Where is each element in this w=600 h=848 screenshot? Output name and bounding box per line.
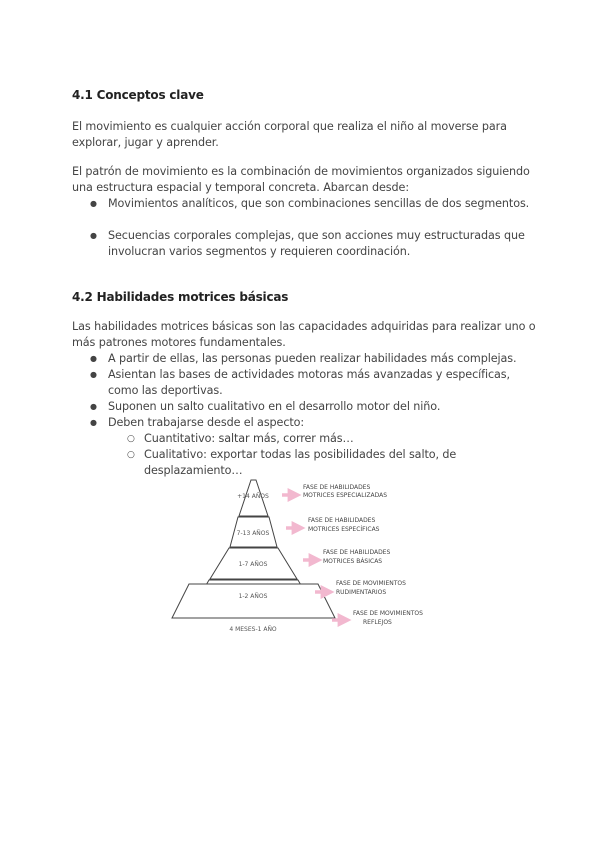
phase-label-1a: FASE DE HABILIDADES [303,484,371,491]
phase-label-3a: FASE DE HABILIDADES [323,549,391,556]
phase-label-5a: FASE DE MOVIMIENTOS [353,610,423,617]
bullet-aspect: ● Deben trabajarse desde el aspecto: [108,415,538,431]
subbullet-qualitative: ○ Cualitativo: exportar todas las posibilidades del salto, de desplazamiento… [144,447,544,479]
level-label-2: 7-13 AÑOS [236,530,270,537]
bullet-bases: ● Asientan las bases de actividades motoras más avanzadas y específicas, como las deportivas. [108,367,538,399]
pyramid-level-5 [172,584,335,618]
paragraph-pattern: El patrón de movimiento es la combinación de movimientos organizados siguiendo una estructura espacial y temporal concreta. Abarcan desde: [72,165,530,194]
phase-label-5b: REFLEJOS [363,619,392,626]
bullet-complex: ● A partir de ellas, las personas pueden realizar habilidades más complejas. [108,351,538,367]
paragraph-movement: El movimiento es cualquier acción corporal que realiza el niño al moverse para explorar, jugar y aprender. [72,120,507,149]
subbullet-quantitative: ○ Cuantitativo: saltar más, correr más… [144,431,544,447]
phase-label-4a: FASE DE MOVIMIENTOS [336,580,406,587]
section-title-skills: 4.2 Habilidades motrices básicas [72,290,289,304]
level-label-3: 1-7 AÑOS [238,561,268,568]
bullet-analytic: ● Movimientos analíticos, que son combinaciones sencillas de dos segmentos. [108,196,538,212]
phase-label-2a: FASE DE HABILIDADES [308,517,376,524]
motor-development-pyramid [160,476,450,633]
phase-label-1b: MOTRICES ESPECIALIZADAS [303,492,388,499]
phase-label-2b: MOTRICES ESPECÍFICAS [308,526,380,533]
bullet-leap: ● Suponen un salto cualitativo en el desarrollo motor del niño. [108,399,538,415]
phase-label-3b: MOTRICES BÁSICAS [323,558,383,565]
section-title-concepts: 4.1 Conceptos clave [72,88,204,102]
level-label-4: 1-2 AÑOS [238,593,268,600]
bullet-sequences: ● Secuencias corporales complejas, que son acciones muy estructuradas que involucran varios segmentos y requieren coordinación. [108,228,538,260]
level-label-1: +14 AÑOS [237,493,269,500]
phase-label-4b: RUDIMENTARIOS [336,589,387,596]
paragraph-skills: Las habilidades motrices básicas son las capacidades adquiridas para realizar uno o más patrones motores fundamentales. [72,320,536,349]
level-label-5: 4 MESES-1 AÑO [229,626,277,633]
